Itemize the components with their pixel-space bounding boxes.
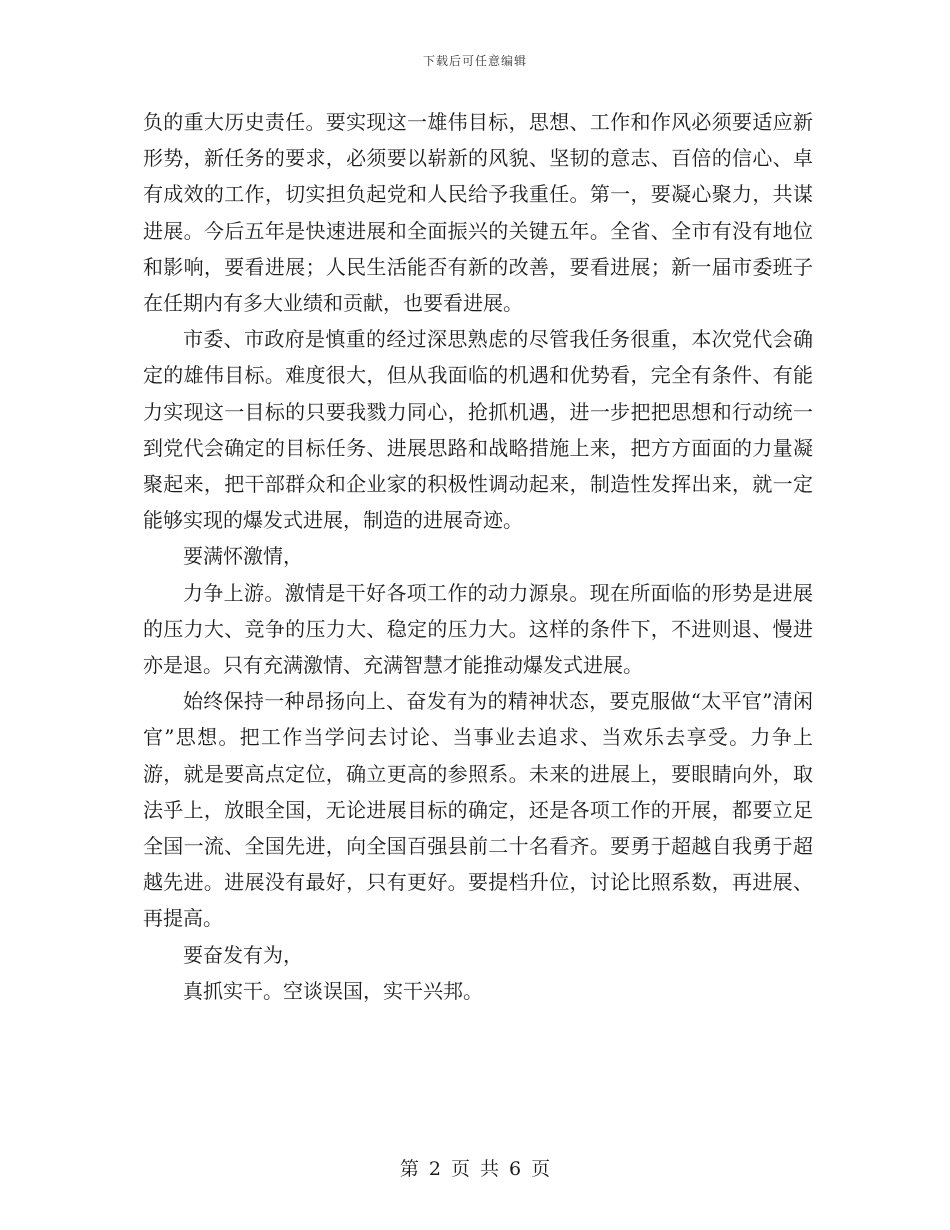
document-body [143, 104, 813, 1009]
paragraph: 始终保持一种昂扬向上、奋发有为的精神状态，要克服做“太平官”清闲官”思想。把工作当学问去讨论、当事业去追求、当欢乐去享受。力争上游，就是要高点定位，确立更高的参照系。未来的进展上，要眼睛向外，取法乎上，放眼全国，无论进展目标的确定，还是各项工作的开展，都要立足全国一流、全国先进，向全国百强县前二十名看齐。要勇于超越自我勇于超越先进。进展没有最好，只有更好。要提档升位，讨论比照系数，再进展、再提高。 [143, 689, 813, 931]
page-number-footer: 第 2 页 共 6 页 [399, 1158, 551, 1180]
paragraph: 市委、市政府是慎重的经过深思熟虑的尽管我任务很重，本次党代会确定的雄伟目标。难度很大，但从我面临的机遇和优势看，完全有条件、有能力实现这一目标的只要我戮力同心，抢抓机遇，进一步把把思想和行动统一到党代会确定的目标任务、进展思路和战略措施上来，把方方面面的力量凝聚起来，把干部群众和企业家的积极性调动起来，制造性发挥出来，就一定能够实现的爆发式进展，制造的进展奇迹。 [143, 327, 813, 533]
paragraph: 真抓实干。空谈误国，实干兴邦。 [183, 978, 483, 1003]
paragraph-continued: 负的重大历史责任。要实现这一雄伟目标，思想、工作和作风必须要适应新形势，新任务的要求，必须要以崭新的风貌、坚韧的意志、百倍的信心、卓有成效的工作，切实担负起党和人民给予我重任。第一，要凝心聚力，共谋进展。今后五年是快速进展和全面振兴的关键五年。全省、全市有没有地位和影响，要看进展；人民生活能否有新的改善，要看进展；新一届市委班子在任期内有多大业绩和贡献，也要看进展。 [143, 110, 813, 316]
paragraph: 力争上游。激情是干好各项工作的动力源泉。现在所面临的形势是进展的压力大、竞争的压力大、稳定的压力大。这样的条件下，不进则退、慢进亦是退。只有充满激情、充满智慧才能推动爆发式进展。 [143, 580, 813, 678]
paragraph-heading: 要奋发有为， [183, 942, 303, 967]
paragraph-heading: 要满怀激情， [183, 544, 303, 569]
page-header: 下载后可任意编辑 [422, 54, 527, 68]
